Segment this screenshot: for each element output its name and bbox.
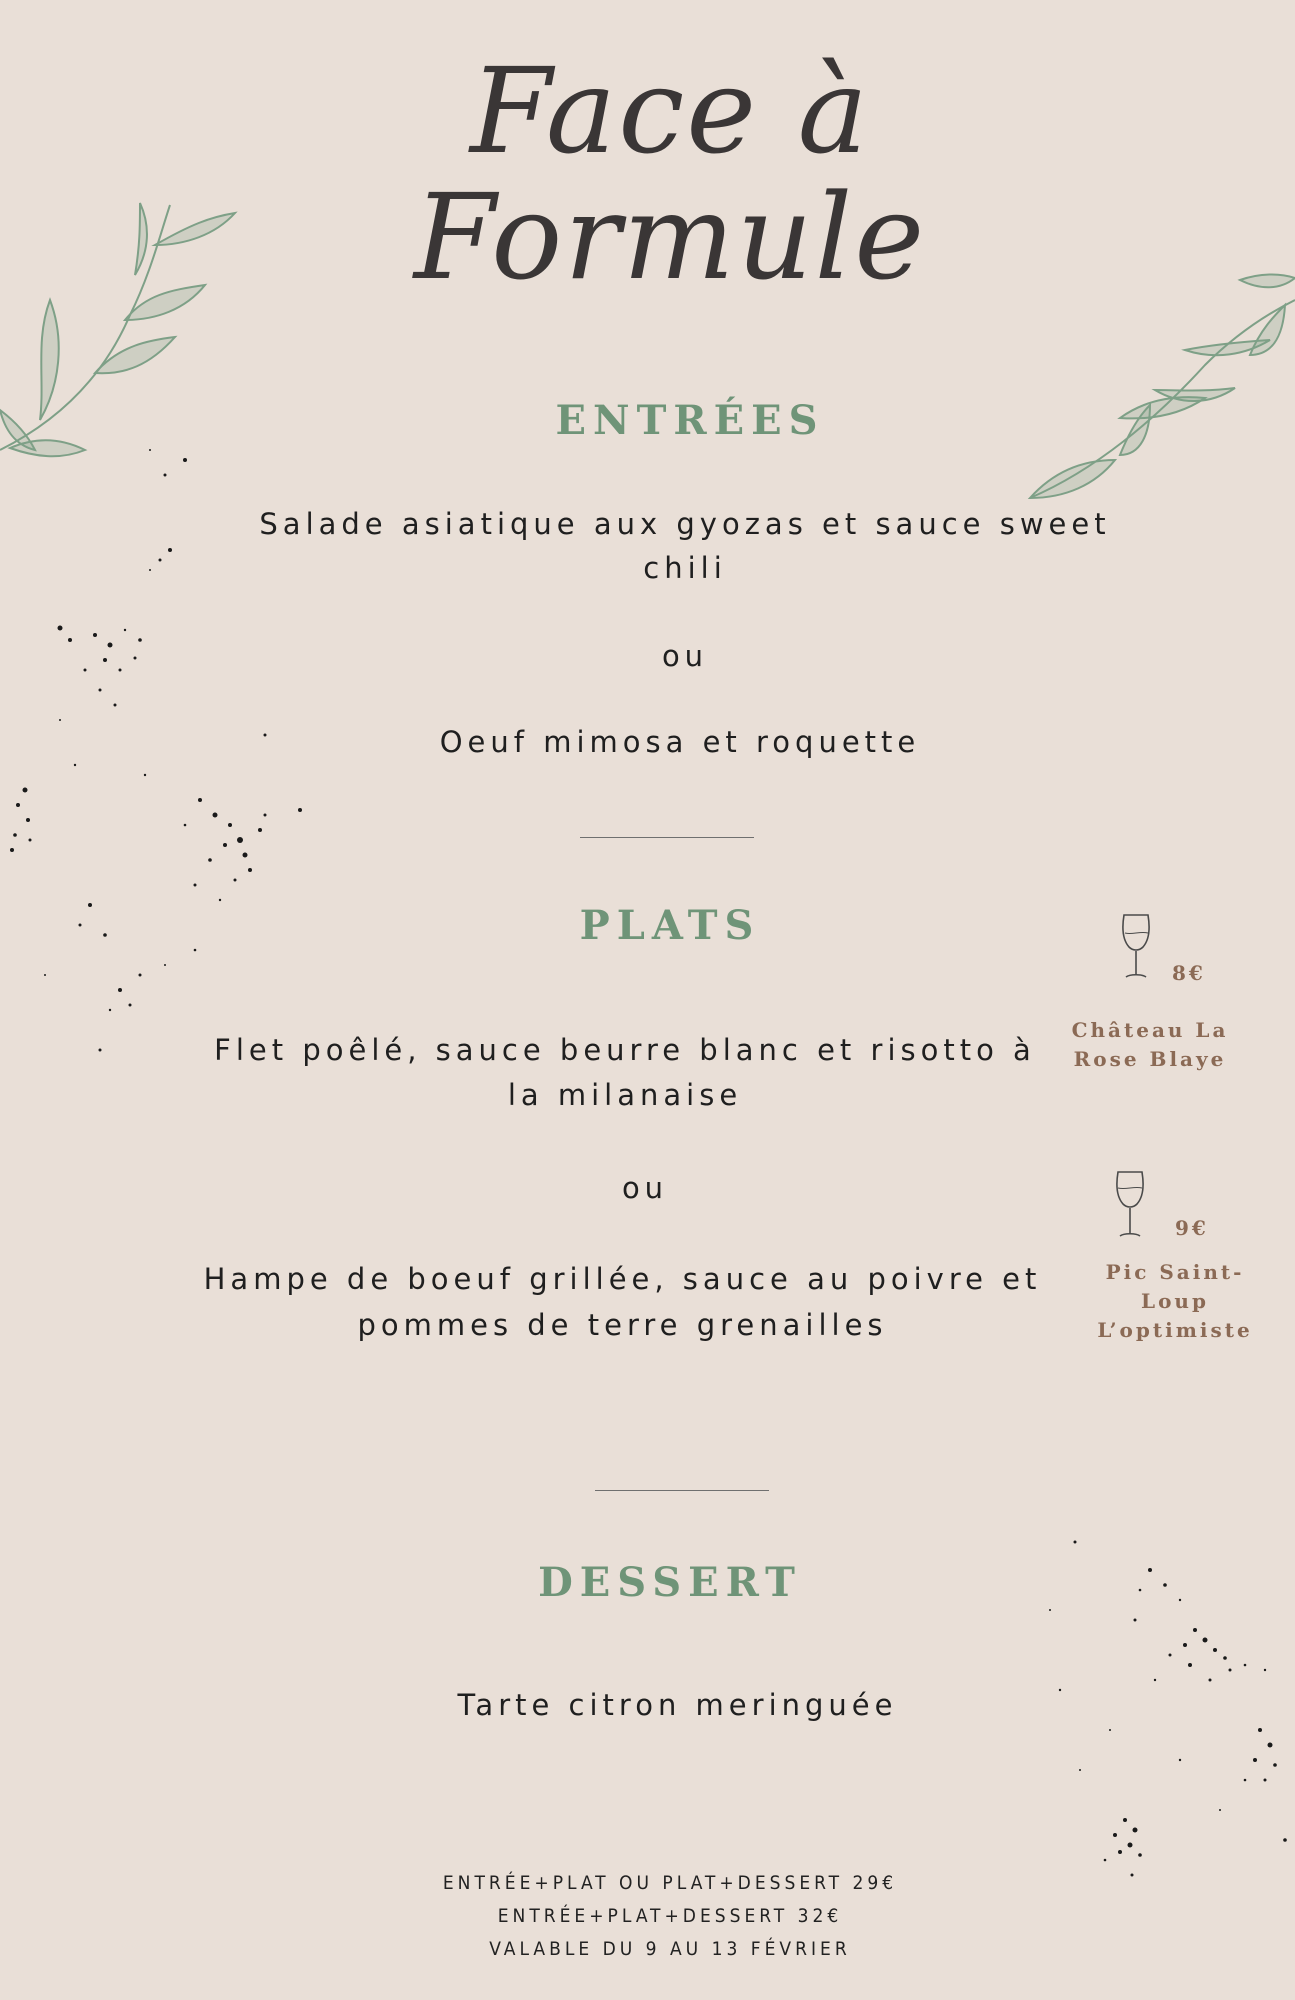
wine-glass-icon bbox=[1114, 1170, 1146, 1240]
wine-2-price: 9€ bbox=[1175, 1216, 1209, 1240]
wine-1-price: 8€ bbox=[1172, 961, 1206, 985]
menu-title-line2: Formule bbox=[413, 168, 927, 306]
entree-dish-2: Oeuf mimosa et roquette bbox=[439, 725, 921, 759]
wine-glass-icon bbox=[1120, 913, 1152, 981]
entree-dish-1-line1: Salade asiatique aux gyozas et sauce sweet bbox=[259, 507, 1111, 541]
plat-dish-2-line1: Hampe de boeuf grillée, sauce au poivre et bbox=[203, 1262, 1042, 1296]
wine-2-name-line2: Loup bbox=[1141, 1289, 1209, 1313]
menu-title-line1: Face à bbox=[470, 42, 870, 180]
entree-dish-1-line2: chili bbox=[643, 551, 727, 585]
entree-or: ou bbox=[661, 639, 709, 673]
dessert-heading: DESSERT bbox=[538, 1559, 802, 1606]
footer-price-line-1: ENTRÉE+PLAT OU PLAT+DESSERT 29€ bbox=[442, 1872, 898, 1894]
plat-dish-1-line2: la milanaise bbox=[507, 1078, 743, 1112]
plat-dish-2-line2: pommes de terre grenailles bbox=[357, 1308, 888, 1342]
dessert-dish: Tarte citron meringuée bbox=[457, 1688, 898, 1722]
divider-plats bbox=[595, 1490, 769, 1491]
footer-price-line-2: ENTRÉE+PLAT+DESSERT 32€ bbox=[497, 1905, 843, 1927]
plat-dish-1-line1: Flet poêlé, sauce beurre blanc et risotto à bbox=[214, 1033, 1036, 1067]
plat-or: ou bbox=[621, 1171, 669, 1205]
wine-1-name-line1: Château La bbox=[1071, 1018, 1229, 1042]
divider-entrees bbox=[580, 837, 754, 838]
wine-2-name-line3: L’optimiste bbox=[1097, 1318, 1253, 1342]
footer-validity: VALABLE DU 9 AU 13 FÉVRIER bbox=[489, 1938, 851, 1960]
entrees-heading: ENTRÉES bbox=[555, 397, 825, 444]
plats-heading: PLATS bbox=[579, 902, 761, 949]
wine-2-name-line1: Pic Saint- bbox=[1105, 1260, 1245, 1284]
wine-1-name-line2: Rose Blaye bbox=[1073, 1047, 1227, 1071]
